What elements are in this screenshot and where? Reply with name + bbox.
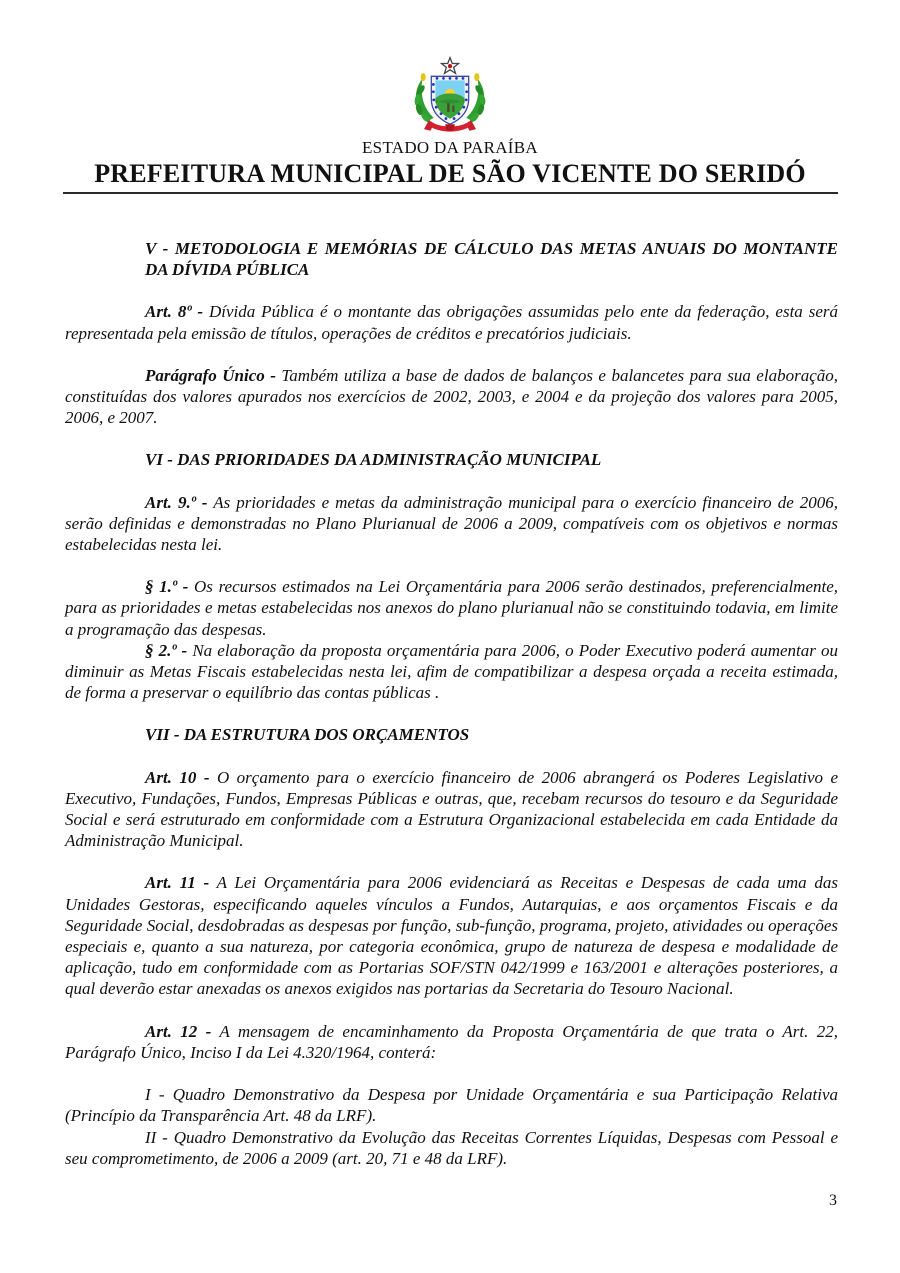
page-number: 3: [829, 1192, 837, 1209]
article-10-label: Art. 10 -: [145, 767, 210, 787]
paraiba-coat-of-arms-icon: [398, 56, 502, 134]
article-8: [65, 301, 838, 343]
article-9: [65, 492, 838, 556]
paragraph-2-label: § 2.º -: [145, 640, 188, 660]
article-12-text: A mensagem de encaminhamento da Proposta Orçamentária de que trata o Art. 22, Parágrafo Único, Inciso I da Lei 4.320/1964, conterá:: [65, 1021, 839, 1062]
section-heading-vii: VII - DA ESTRUTURA DOS ORÇAMENTOS: [145, 725, 470, 745]
article-10-text: O orçamento para o exercício financeiro de 2006 abrangerá os Poderes Legislativo e Executivo, Fundações, Fundos, Empresas Públicas e outras, que, recebam recursos do tesouro e da Seguridade Social e será estruturado em conformidade com a Estrutura Organizacional estabelecida em cada Entidade da Administração Municipal.: [65, 767, 838, 851]
header-divider: [63, 192, 838, 194]
article-9-label: Art. 9.º -: [145, 492, 208, 512]
paragrafo-unico-label: Parágrafo Único -: [145, 365, 276, 385]
article-8-label: Art. 8º -: [145, 302, 204, 322]
article-11: [65, 872, 838, 999]
state-name: ESTADO DA PARAÍBA: [362, 138, 538, 157]
article-11-text: A Lei Orçamentária para 2006 evidenciará as Receitas e Despesas de cada uma das Unidades Gestoras, especificando aqueles vínculos a Fundos, Autarquias, e aos orçamentos Fiscais e da Seguridade Social, desdobradas as despesas por função, sub-função, programa, projeto, atividades ou operações especiais e, quanto a sua natureza, por categoria econômica, grupo de natureza de despesa e modalidade de aplicação, tudo em conformidade com as Portarias SOF/STN 042/1999 e 163/2001 e alterações posteriores, a qual deverão estar anexadas os anexos exigidos nas portarias da Secretaria do Tesouro Nacional.: [65, 873, 838, 999]
item-ii: II - Quadro Demonstrativo da Evolução das Receitas Correntes Líquidas, Despesas com Pessoal e seu comprometimento, de 2006 a 2009 (art. 20, 71 e 48 da LRF).: [65, 1127, 838, 1168]
paragraph-1-label: § 1.º -: [145, 577, 189, 597]
document-body: [65, 238, 838, 1169]
paragraph-1: [65, 576, 838, 640]
article-8-text: Dívida Pública é o montante das obrigações assumidas pelo ente da federação, esta será representada pela emissão de títulos, operações de créditos e precatórios judiciais.: [65, 302, 839, 343]
paragraph-1-text: Os recursos estimados na Lei Orçamentária para 2006 serão destinados, preferencialmente, para as prioridades e metas estabelecidas nos anexos do plano plurianual não se constituindo todavia, em limite a programação das despesas.: [65, 577, 839, 639]
municipality-title: PREFEITURA MUNICIPAL DE SÃO VICENTE DO SERIDÓ: [94, 159, 806, 188]
item-i: I - Quadro Demonstrativo da Despesa por Unidade Orçamentária e sua Participação Relativa (Princípio da Transparência Art. 48 da LRF).: [65, 1085, 838, 1126]
article-11-label: Art. 11 -: [145, 873, 210, 893]
paragrafo-unico-text: Também utiliza a base de dados de balanços e balancetes para sua elaboração, constituídas dos valores apurados nos exercícios de 2002, 2003, e 2004 e da projeção dos valores para 2005, 2006, e 2007.: [65, 365, 838, 428]
article-12: [65, 1021, 838, 1063]
article-10: [65, 767, 838, 852]
section-heading-vi: VI - DAS PRIORIDADES DA ADMINISTRAÇÃO MUNICIPAL: [145, 450, 602, 470]
paragraph-2-text: Na elaboração da proposta orçamentária para 2006, o Poder Executivo poderá aumentar ou diminuir as Metas Fiscais estabelecidas nesta lei, afim de compatibilizar a despesa orçada a receita estimada, de forma a preservar o equilíbrio das contas públicas .: [65, 640, 839, 703]
letterhead: [0, 0, 900, 194]
paragraph-2: [65, 640, 838, 704]
article-9-text: As prioridades e metas da administração municipal para o exercício financeiro de 2006, serão definidas e demonstradas no Plano Plurianual de 2006 a 2009, compatíveis com os objetivos e normas estabelecidas nesta lei.: [65, 492, 839, 555]
article-12-label: Art. 12 -: [145, 1021, 212, 1041]
paragrafo-unico: [65, 365, 838, 429]
section-heading-v: V - METODOLOGIA E MEMÓRIAS DE CÁLCULO DAS METAS ANUAIS DO MONTANTE DA DÍVIDA PÚBLICA: [145, 239, 838, 280]
